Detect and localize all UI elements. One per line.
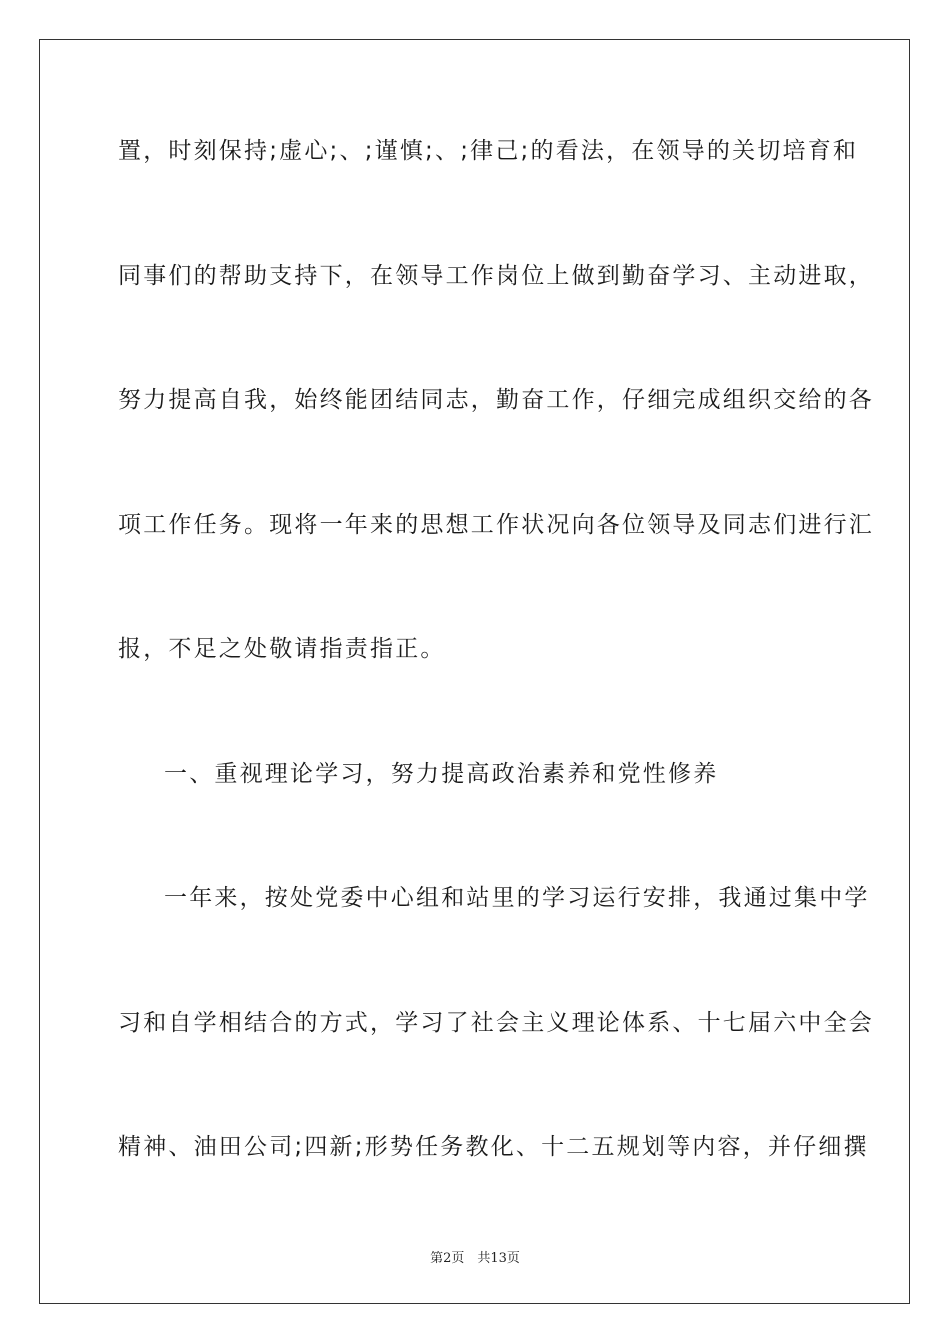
- body-paragraph-line: 报，不足之处敬请指责指正。: [118, 636, 446, 662]
- page-border: [39, 39, 910, 1304]
- section-heading: 一、重视理论学习，努力提高政治素养和党性修养: [164, 761, 719, 787]
- body-paragraph-line: 项工作任务。现将一年来的思想工作状况向各位领导及同志们进行汇: [118, 512, 874, 538]
- body-paragraph-line: 习和自学相结合的方式，学习了社会主义理论体系、十七届六中全会: [118, 1010, 874, 1036]
- page-number-footer: 第2页 共13页: [430, 1251, 520, 1266]
- body-paragraph-line: 同事们的帮助支持下，在领导工作岗位上做到勤奋学习、主动进取，: [118, 263, 874, 289]
- body-paragraph-line: 一年来，按处党委中心组和站里的学习运行安排，我通过集中学: [164, 885, 870, 911]
- body-paragraph-line: 置，时刻保持;虚心;、;谨慎;、;律己;的看法，在领导的关切培育和: [118, 138, 859, 164]
- body-paragraph-line: 精神、油田公司;四新;形势任务教化、十二五规划等内容，并仔细撰: [118, 1134, 869, 1160]
- body-paragraph-line: 努力提高自我，始终能团结同志，勤奋工作，仔细完成组织交给的各: [118, 387, 874, 413]
